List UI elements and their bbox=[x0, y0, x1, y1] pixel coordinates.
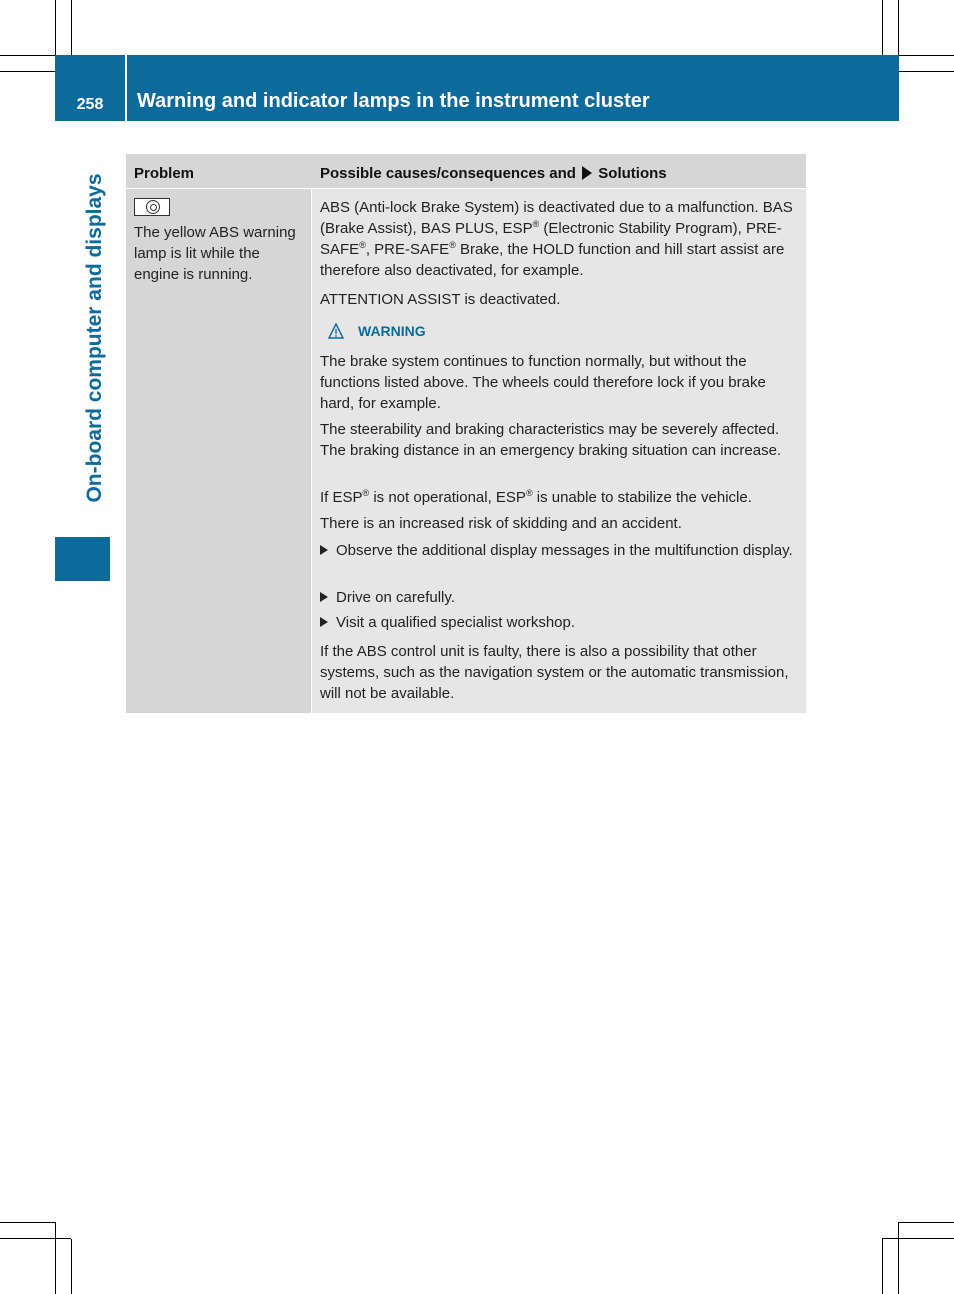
problem-description: The yellow ABS warning lamp is lit while the engine is running. bbox=[134, 224, 296, 283]
list-item: Observe the additional display messages in the multifunction display. bbox=[320, 540, 818, 561]
registered-mark: ® bbox=[525, 488, 533, 498]
list-item: Drive on carefully. bbox=[320, 587, 818, 608]
abs-warning-lamp-icon bbox=[134, 198, 170, 216]
crop-mark bbox=[71, 0, 72, 55]
solutions-header-text: Solutions bbox=[598, 165, 667, 182]
registered-mark: ® bbox=[532, 219, 540, 229]
warning-heading bbox=[320, 321, 426, 342]
crop-mark bbox=[898, 0, 899, 55]
crop-mark bbox=[898, 1222, 899, 1294]
crop-mark bbox=[55, 0, 56, 55]
warning-label: WARNING bbox=[358, 323, 426, 339]
risk-paragraph: There is an increased risk of skidding and an accident. bbox=[320, 515, 682, 532]
crop-mark bbox=[0, 71, 55, 72]
cause-text-part: (Electronic Stability Program), PRE-SAFE bbox=[320, 220, 782, 258]
chapter-label-text: On-board computer and displays bbox=[83, 173, 106, 503]
table-header-row bbox=[126, 154, 806, 188]
crop-mark bbox=[71, 1239, 72, 1294]
cause-text-part: ABS (Anti-lock Brake System) is deactivated due to a malfunction. BAS (Brake Assist), BAS PLUS, ESP bbox=[320, 199, 793, 237]
abs-faulty-paragraph: If the ABS control unit is faulty, there is also a possibility that other systems, such as the navigation system or the automatic transmission, will not be available. bbox=[320, 643, 789, 702]
esp-text-part: is not operational, ESP bbox=[369, 489, 526, 506]
crop-mark bbox=[882, 0, 883, 55]
registered-mark: ® bbox=[362, 488, 370, 498]
esp-text-part: is unable to stabilize the vehicle. bbox=[532, 489, 752, 506]
causes-cell bbox=[312, 189, 806, 713]
column-header-causes bbox=[320, 163, 667, 184]
crop-mark bbox=[0, 1222, 55, 1223]
causes-header-text: Possible causes/consequences and bbox=[320, 165, 576, 182]
chapter-tab-marker bbox=[55, 537, 110, 581]
problem-cell bbox=[126, 189, 311, 713]
crop-mark bbox=[0, 1238, 71, 1239]
attention-assist-text: ATTENTION ASSIST is deactivated. bbox=[320, 291, 561, 308]
crop-mark bbox=[899, 55, 954, 56]
warning-paragraph: The steerability and braking characteristics may be severely affected. The braking distance in an emergency braking situation can increase. bbox=[320, 421, 782, 459]
page-number: 258 bbox=[76, 96, 104, 113]
crop-mark bbox=[899, 1222, 954, 1223]
warning-triangle-icon bbox=[328, 323, 344, 339]
registered-mark: ® bbox=[449, 240, 456, 250]
cause-text-part: , PRE-SAFE bbox=[365, 241, 450, 258]
esp-text-part: If ESP bbox=[320, 489, 363, 506]
chapter-label bbox=[80, 152, 110, 524]
page-header bbox=[55, 55, 899, 121]
crop-mark bbox=[55, 1222, 56, 1294]
esp-paragraph bbox=[320, 487, 802, 508]
warning-lamp-table bbox=[126, 154, 806, 713]
registered-mark: ® bbox=[359, 240, 366, 250]
header-divider bbox=[125, 55, 127, 121]
arrow-right-icon bbox=[582, 166, 592, 180]
page-title: Warning and indicator lamps in the instrument cluster bbox=[137, 90, 650, 112]
warning-paragraph: The brake system continues to function normally, but without the functions listed above. The wheels could therefore lock if you brake hard, for example. bbox=[320, 353, 766, 412]
column-header-problem: Problem bbox=[134, 165, 195, 182]
crop-mark bbox=[899, 71, 954, 72]
list-item: Visit a qualified specialist workshop. bbox=[320, 612, 818, 633]
crop-mark bbox=[882, 1238, 954, 1239]
crop-mark bbox=[0, 55, 55, 56]
cause-text-part: Brake, the HOLD function and hill start assist are therefore also deactivated, for example. bbox=[320, 241, 785, 279]
cause-paragraph bbox=[320, 197, 802, 281]
crop-mark bbox=[882, 1239, 883, 1294]
